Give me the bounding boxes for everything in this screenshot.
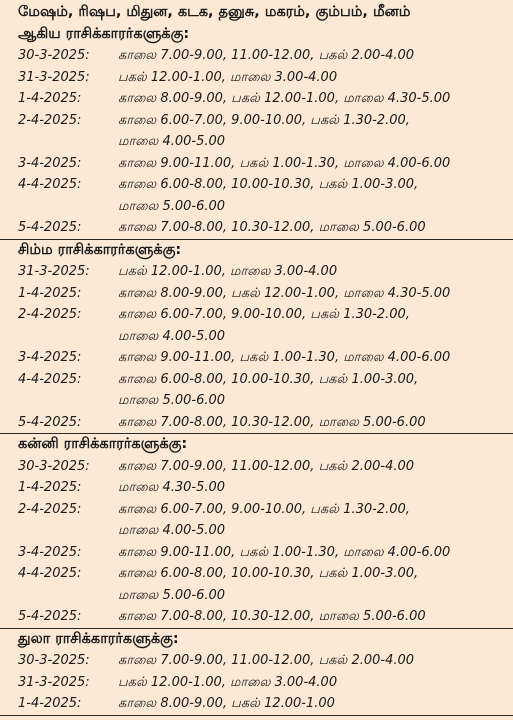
- row-date: 1-4-2025:: [18, 91, 82, 106]
- row-times: [118, 606, 509, 628]
- time-line: காலை 7.00-9.00, 11.00-12.00, பகல் 2.00-4.00: [118, 48, 415, 63]
- schedule-row: [18, 542, 509, 564]
- row-date: 30-3-2025:: [18, 653, 90, 668]
- schedule-row: [18, 261, 509, 283]
- row-times: [118, 174, 509, 217]
- time-line: மாலை 5.00-6.00: [118, 587, 226, 603]
- time-line: காலை 6.00-8.00, 10.00-10.30, பகல் 1.00-3.00,: [118, 371, 419, 387]
- time-line: பகல் 12.00-1.00, மாலை 3.00-4.00: [118, 69, 338, 85]
- row-times: [118, 563, 509, 606]
- row-times: [118, 283, 509, 305]
- zodiac-section: [0, 629, 513, 716]
- time-line: காலை 6.00-7.00, 9.00-10.00, பகல் 1.30-2.00,: [118, 307, 410, 322]
- time-line: காலை 9.00-11.00, பகல் 1.00-1.30, மாலை 4.00-6.00: [118, 350, 451, 365]
- section-heading: ஆகிய ராசிக்காரர்களுக்கு:: [18, 25, 190, 42]
- row-date: 31-3-2025:: [18, 69, 90, 85]
- schedule-row: [18, 88, 509, 110]
- row-date: 3-4-2025:: [18, 544, 82, 560]
- schedule-row: [18, 606, 509, 628]
- row-times: [118, 88, 509, 110]
- row-times: [118, 650, 509, 672]
- row-date: 2-4-2025:: [18, 501, 82, 517]
- row-date: 31-3-2025:: [18, 264, 90, 279]
- time-line: மாலை 4.00-5.00: [118, 134, 226, 149]
- row-times: [118, 693, 509, 715]
- time-line: மாலை 5.00-6.00: [118, 198, 226, 214]
- schedule-row: [18, 412, 509, 434]
- schedule-row: [18, 217, 509, 239]
- row-times: [118, 369, 509, 412]
- row-date: 5-4-2025:: [18, 220, 82, 235]
- schedule-row: [18, 672, 509, 694]
- time-line: காலை 8.00-9.00, பகல் 12.00-1.00: [118, 696, 335, 711]
- row-times: [118, 153, 509, 175]
- row-times: [118, 304, 509, 347]
- section-heading: கன்னி ராசிக்காரர்களுக்கு:: [18, 436, 188, 452]
- schedule-row: [18, 153, 509, 175]
- time-line: காலை 6.00-8.00, 10.00-10.30, பகல் 1.00-3.00,: [118, 177, 419, 192]
- time-line: காலை 6.00-8.00, 10.00-10.30, பகல் 1.00-3.00,: [118, 566, 419, 581]
- schedule-row: [18, 456, 509, 478]
- time-line: மாலை 5.00-6.00: [118, 393, 226, 408]
- section-heading: துலா ராசிக்காரர்களுக்கு:: [18, 630, 179, 647]
- row-date: 30-3-2025:: [18, 458, 90, 474]
- time-line: காலை 9.00-11.00, பகல் 1.00-1.30, மாலை 4.00-6.00: [118, 155, 451, 171]
- row-times: [118, 499, 509, 542]
- time-line: காலை 7.00-8.00, 10.30-12.00, மாலை 5.00-6.00: [118, 609, 426, 624]
- row-date: 1-4-2025:: [18, 285, 82, 301]
- schedule-row: [18, 477, 509, 499]
- time-line: பகல் 12.00-1.00, மாலை 3.00-4.00: [118, 264, 338, 279]
- row-date: 3-4-2025:: [18, 155, 82, 171]
- row-times: [118, 412, 509, 434]
- row-times: [118, 672, 509, 694]
- time-line: காலை 9.00-11.00, பகல் 1.00-1.30, மாலை 4.00-6.00: [118, 544, 451, 560]
- time-line: காலை 8.00-9.00, பகல் 12.00-1.00, மாலை 4.30-5.00: [118, 91, 451, 106]
- row-date: 31-3-2025:: [18, 674, 90, 690]
- schedule-row: [18, 369, 509, 412]
- row-date: 4-4-2025:: [18, 566, 82, 581]
- time-line: காலை 7.00-9.00, 11.00-12.00, பகல் 2.00-4.00: [118, 653, 415, 668]
- row-date: 4-4-2025:: [18, 371, 82, 387]
- row-times: [118, 477, 509, 499]
- row-times: [118, 261, 509, 283]
- time-line: காலை 6.00-7.00, 9.00-10.00, பகல் 1.30-2.00,: [118, 112, 410, 128]
- row-date: 1-4-2025:: [18, 696, 82, 711]
- row-times: [118, 110, 509, 153]
- time-line: காலை 8.00-9.00, பகல் 12.00-1.00, மாலை 4.30-5.00: [118, 285, 451, 301]
- section-heading: சிம்ம ராசிக்காரர்களுக்கு:: [18, 241, 182, 258]
- schedule-row: [18, 110, 509, 153]
- row-times: [118, 347, 509, 369]
- time-line: காலை 7.00-8.00, 10.30-12.00, மாலை 5.00-6.00: [118, 220, 426, 235]
- row-date: 3-4-2025:: [18, 350, 82, 365]
- row-date: 30-3-2025:: [18, 48, 90, 63]
- time-line: காலை 7.00-8.00, 10.30-12.00, மாலை 5.00-6.00: [118, 414, 426, 430]
- time-line: மாலை 4.30-5.00: [118, 480, 226, 495]
- zodiac-section: [0, 240, 513, 435]
- time-line: காலை 6.00-7.00, 9.00-10.00, பகல் 1.30-2.00,: [118, 501, 410, 517]
- schedule-row: [18, 283, 509, 305]
- schedule-row: [18, 347, 509, 369]
- zodiac-section: [0, 0, 513, 240]
- row-times: [118, 45, 509, 67]
- schedule-row: [18, 650, 509, 672]
- row-date: 4-4-2025:: [18, 177, 82, 192]
- row-date: 5-4-2025:: [18, 609, 82, 624]
- row-times: [118, 542, 509, 564]
- row-times: [118, 456, 509, 478]
- row-date: 5-4-2025:: [18, 414, 82, 430]
- schedule-row: [18, 174, 509, 217]
- schedule-row: [18, 67, 509, 89]
- row-times: [118, 67, 509, 89]
- schedule-row: [18, 563, 509, 606]
- schedule-row: [18, 693, 509, 715]
- zodiac-section: [0, 434, 513, 629]
- row-times: [118, 217, 509, 239]
- time-line: காலை 7.00-9.00, 11.00-12.00, பகல் 2.00-4.00: [118, 458, 415, 474]
- schedule-row: [18, 499, 509, 542]
- schedule-row: [18, 45, 509, 67]
- section-heading: மேஷம், ரிஷப, மிதுன, கடக, தனுசு, மகரம், கும்பம், மீனம்: [18, 4, 411, 20]
- row-date: 2-4-2025:: [18, 112, 82, 128]
- row-date: 2-4-2025:: [18, 307, 82, 322]
- row-date: 1-4-2025:: [18, 480, 82, 495]
- time-line: மாலை 4.00-5.00: [118, 523, 226, 538]
- time-line: மாலை 4.00-5.00: [118, 328, 226, 344]
- time-line: பகல் 12.00-1.00, மாலை 3.00-4.00: [118, 674, 338, 690]
- schedule-row: [18, 304, 509, 347]
